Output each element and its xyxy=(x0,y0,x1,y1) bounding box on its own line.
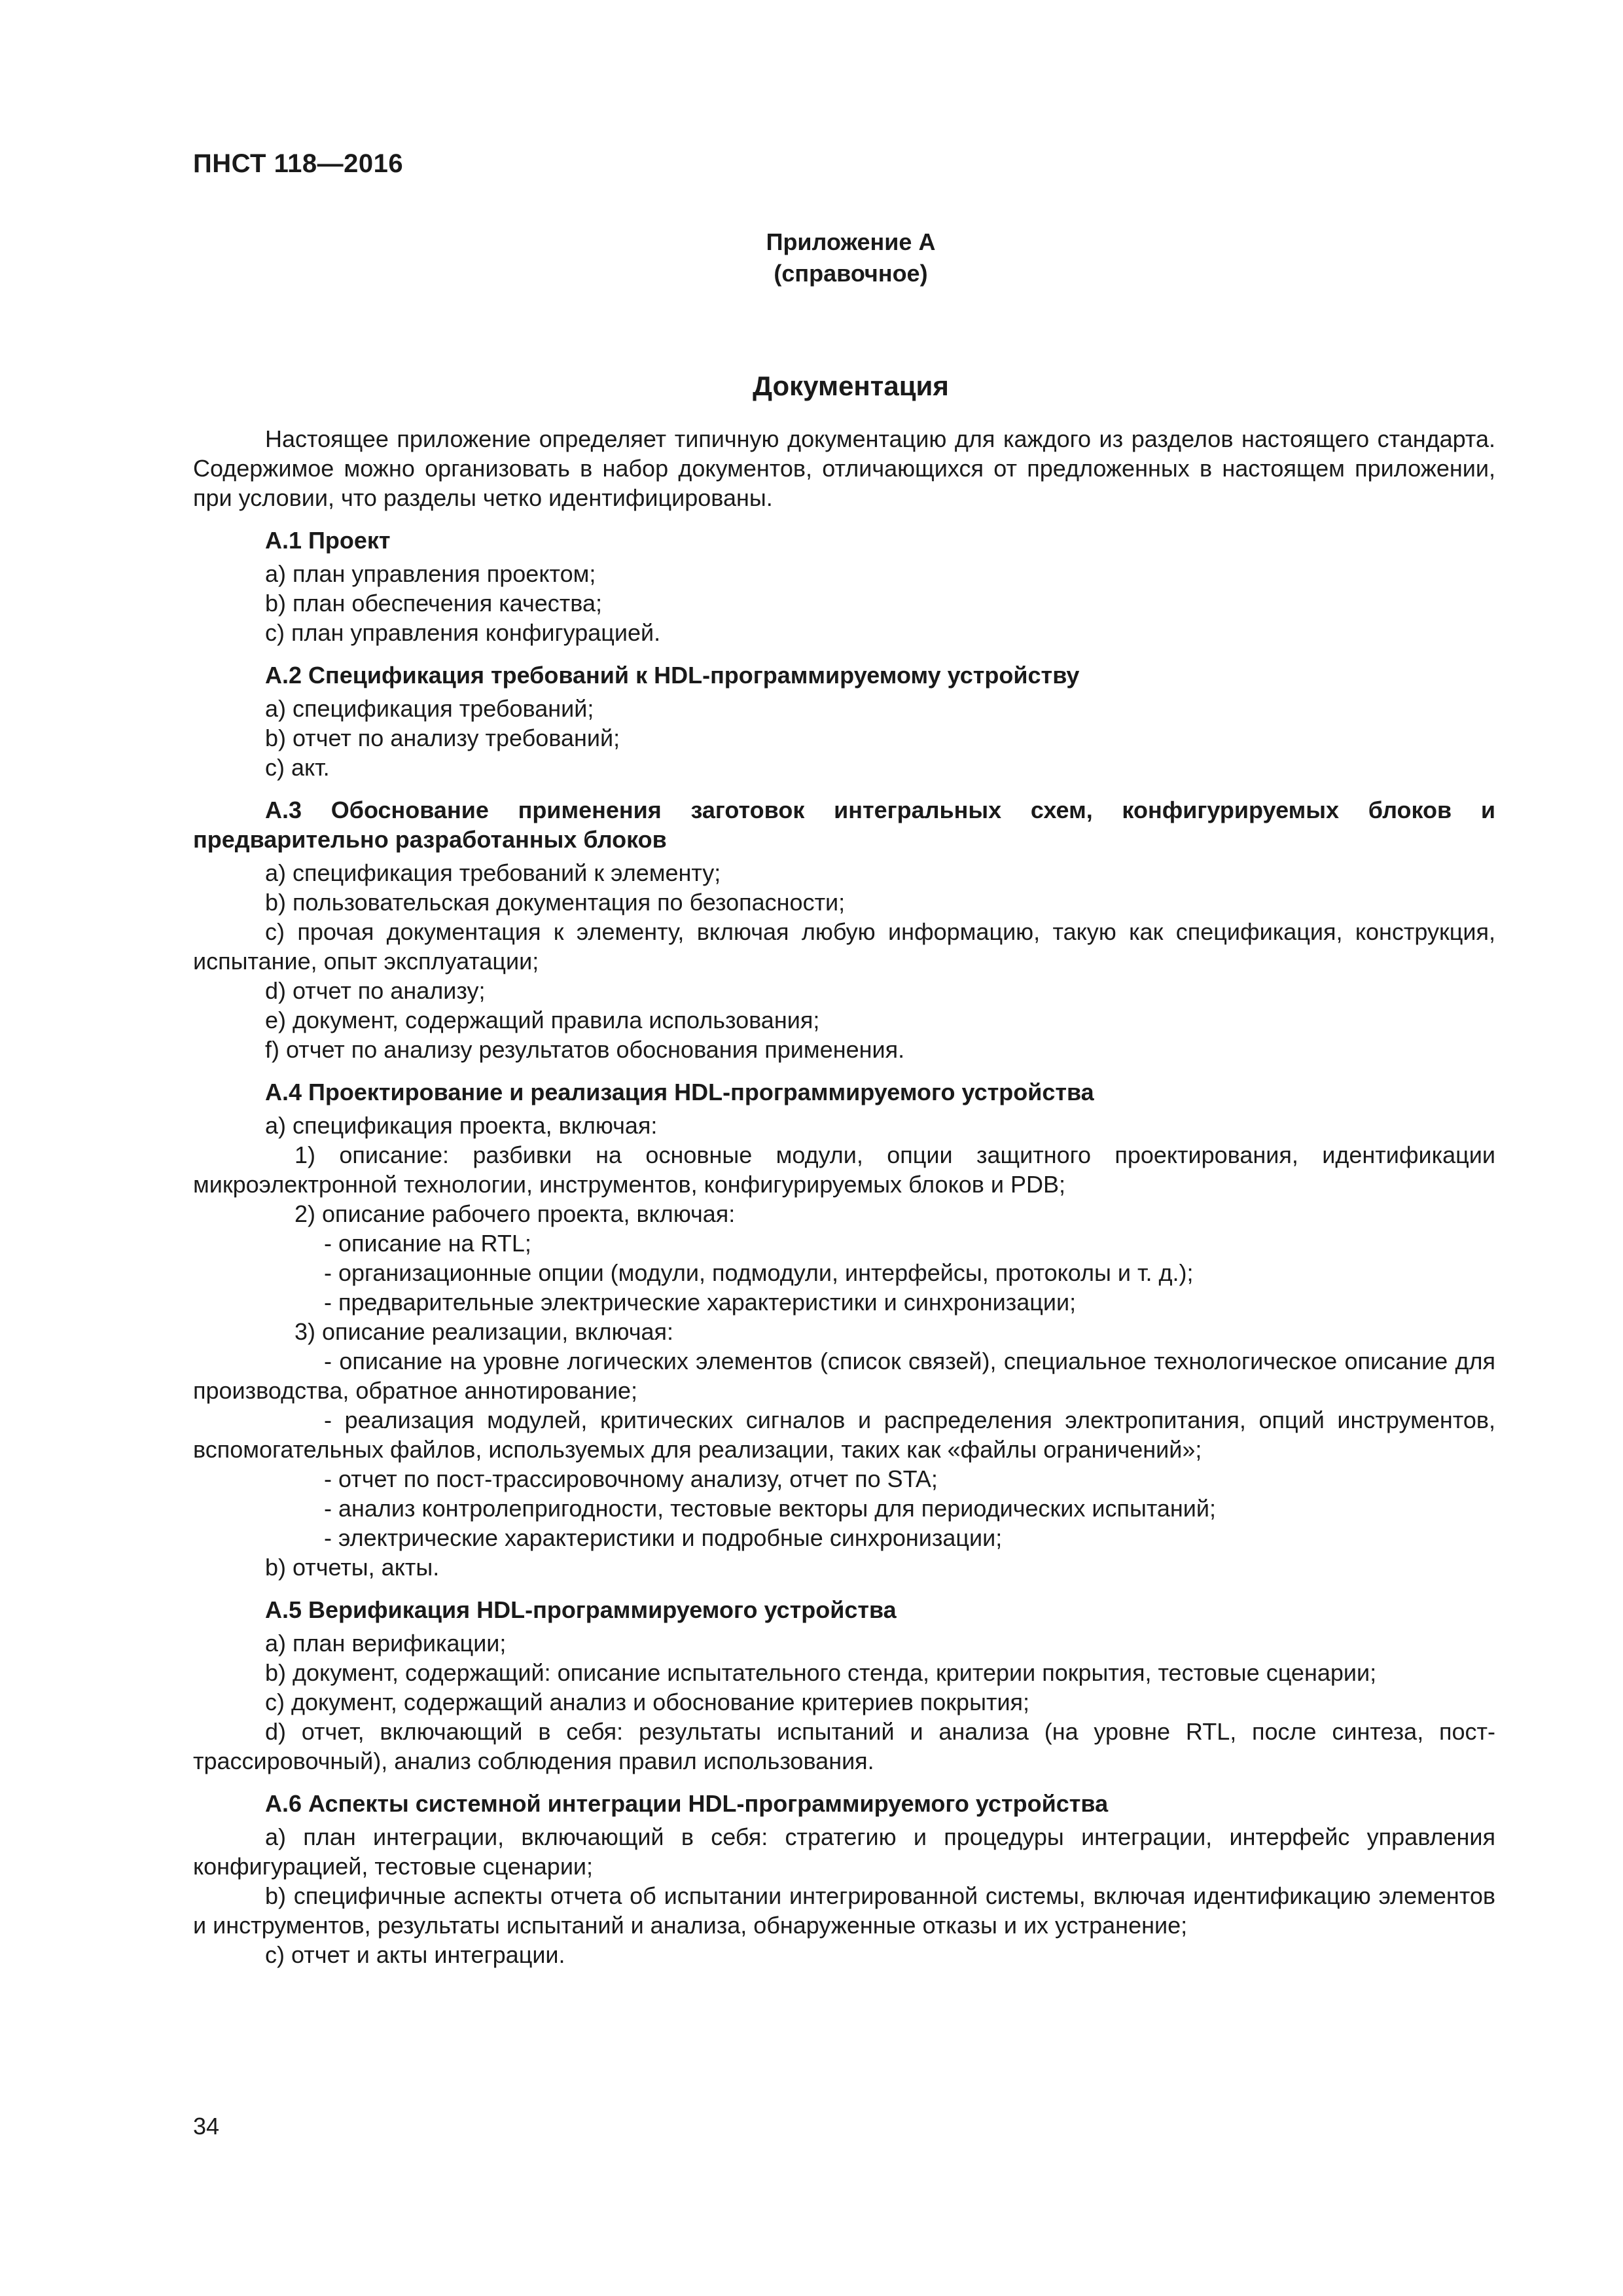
annex-type: (справочное) xyxy=(774,260,928,287)
section-title-a1: А.1 Проект xyxy=(265,527,391,554)
sub-item: 3) описание реализации, включая: xyxy=(294,1318,673,1345)
section-title-a2: А.2 Спецификация требований к HDL-программируемому устройству xyxy=(265,662,1080,689)
list-item: c) документ, содержащий анализ и обоснование критериев покрытия; xyxy=(265,1689,1030,1715)
sub-item: 2) описание рабочего проекта, включая: xyxy=(294,1200,736,1227)
list-item: a) спецификация требований; xyxy=(265,695,594,722)
page-number: 34 xyxy=(193,2113,220,2140)
list-item: b) отчет по анализу требований; xyxy=(265,725,620,751)
document-body xyxy=(193,424,1495,1969)
sub-item: 1) описание: разбивки на основные модули, опции защитного проектирования, идентификации микроэлектронной технологии, инструментов, конфигурируемых блоков и PDB; xyxy=(193,1141,1495,1198)
list-item: d) отчет, включающий в себя: результаты испытаний и анализа (на уровне RTL, после синтеза, пост-трассировочный), анализ соблюдения правил использования. xyxy=(193,1718,1495,1774)
section-title-a4: А.4 Проектирование и реализация HDL-программируемого устройства xyxy=(265,1079,1094,1105)
section-title-a3: А.3 Обоснование применения заготовок интегральных схем, конфигурируемых блоков и предварительно разработанных блоков xyxy=(193,797,1495,853)
list-item: e) документ, содержащий правила использования; xyxy=(265,1007,820,1033)
list-item: c) отчет и акты интеграции. xyxy=(265,1941,565,1968)
list-item: d) отчет по анализу; xyxy=(265,977,486,1004)
dash-item: - предварительные электрические характеристики и синхронизации; xyxy=(324,1289,1077,1316)
section-title-a5: А.5 Верификация HDL-программируемого устройства xyxy=(265,1596,897,1623)
list-item: b) специфичные аспекты отчета об испытании интегрированной системы, включая идентификацию элементов и инструментов, результаты испытаний и анализа, обнаруженные отказы и их устранение; xyxy=(193,1882,1495,1939)
list-item: b) пользовательская документация по безопасности; xyxy=(265,889,846,916)
list-item: b) документ, содержащий: описание испытательного стенда, критерии покрытия, тестовые сценарии; xyxy=(265,1659,1377,1686)
list-item: b) план обеспечения качества; xyxy=(265,590,603,617)
list-item: a) спецификация проекта, включая: xyxy=(265,1112,658,1139)
list-item: b) отчеты, акты. xyxy=(265,1554,440,1581)
dash-item: - описание на RTL; xyxy=(324,1230,531,1257)
list-item: c) прочая документация к элементу, включая любую информацию, такую как спецификация, конструкция, испытание, опыт эксплуатации; xyxy=(193,918,1495,975)
dash-item: - отчет по пост-трассировочному анализу, отчет по STA; xyxy=(324,1465,938,1492)
dash-item: - анализ контролепригодности, тестовые векторы для периодических испытаний; xyxy=(324,1495,1217,1522)
list-item: c) план управления конфигурацией. xyxy=(265,619,661,646)
list-item: f) отчет по анализу результатов обоснования применения. xyxy=(265,1036,905,1063)
list-item: a) спецификация требований к элементу; xyxy=(265,859,721,886)
document-title: Документация xyxy=(753,370,949,401)
intro-paragraph: Настоящее приложение определяет типичную документацию для каждого из разделов настоящего стандарта. Содержимое можно организовать в набор документов, отличающихся от предложенных в настоящем приложении, при условии, что разделы четко идентифицированы. xyxy=(193,425,1495,511)
section-title-a6: А.6 Аспекты системной интеграции HDL-программируемого устройства xyxy=(265,1790,1109,1817)
annex-title: Приложение А xyxy=(766,228,936,255)
dash-item: - реализация модулей, критических сигналов и распределения электропитания, опций инструментов, вспомогательных файлов, используемых для реализации, таких как «файлы ограничений»; xyxy=(193,1407,1495,1463)
list-item: a) план интеграции, включающий в себя: стратегию и процедуры интеграции, интерфейс управления конфигурацией, тестовые сценарии; xyxy=(193,1823,1495,1880)
dash-item: - электрические характеристики и подробные синхронизации; xyxy=(324,1524,1003,1551)
annex-heading xyxy=(654,226,1047,289)
dash-item: - организационные опции (модули, подмодули, интерфейсы, протоколы и т. д.); xyxy=(324,1259,1194,1286)
list-item: a) план управления проектом; xyxy=(265,560,596,587)
list-item: c) акт. xyxy=(265,754,330,781)
list-item: a) план верификации; xyxy=(265,1630,507,1657)
dash-item: - описание на уровне логических элементов (список связей), специальное технологическое описание для производства, обратное аннотирование; xyxy=(193,1348,1495,1404)
standard-code: ПНСТ 118—2016 xyxy=(193,149,404,178)
